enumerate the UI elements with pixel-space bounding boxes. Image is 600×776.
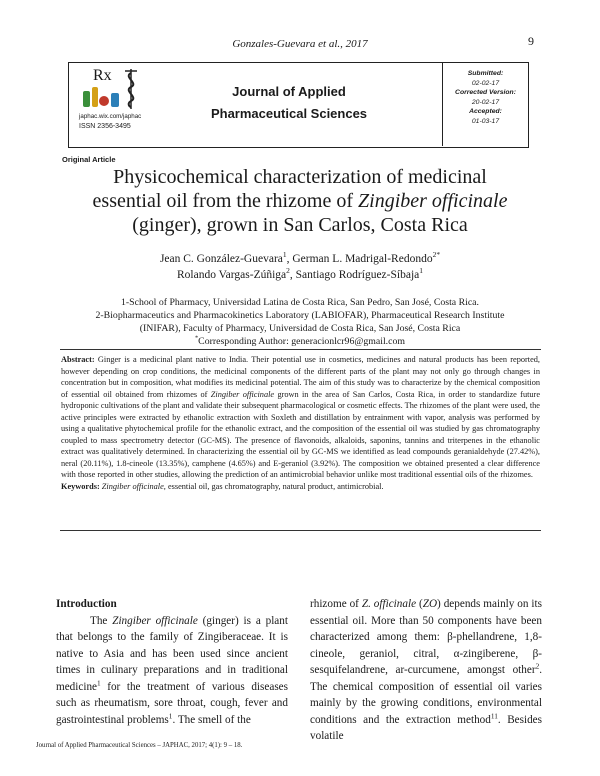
intro-paragraph-left — [56, 613, 288, 729]
accepted-label: Accepted: — [469, 108, 502, 116]
title-line3: (ginger), grown in San Carlos, Costa Rica — [132, 214, 468, 236]
bottle-green-icon — [83, 91, 90, 107]
intro-right-ref-1: 2 — [535, 662, 540, 671]
intro-left-pre: The — [90, 614, 113, 627]
author-2-sup: 2* — [432, 250, 441, 260]
pharmacy-logo-icon — [73, 65, 159, 113]
article-title — [60, 165, 540, 237]
abstract-text-1: Ginger is a medicinal plant native to India. Their potential use in cosmetics, medicines and natural products has been reported, however depending on crop conditions, the medicinal components of the different parts of the plant may not only go through changes in concentration but in composition, what modifies its medicinal potential. The aim of this study was to characterize by the chemical composition of essential oil obtained from rhizomes of — [61, 355, 540, 399]
submitted-label: Submitted: — [467, 70, 504, 77]
running-head: Gonzales-Guevara et al., 2017 — [232, 38, 368, 50]
journal-masthead — [68, 62, 529, 148]
author-4: , Santiago Rodríguez-Síbaja — [289, 269, 420, 281]
logo-url: japhac.wix.com/japhac — [79, 113, 142, 120]
dates-box — [442, 63, 528, 146]
intro-paragraph-right — [310, 596, 542, 745]
author-1-sup: 1 — [282, 250, 287, 260]
intro-column-right — [310, 596, 542, 745]
journal-name-line1: Journal of Applied — [232, 84, 346, 99]
journal-name — [169, 81, 409, 125]
intro-right-text-2: . The chemical composition of essential oil varies mainly by the growing conditions, environmental conditions and the extraction method — [310, 664, 542, 726]
intro-right-paren: ( — [416, 598, 423, 610]
intro-left-ref-2: 1 — [168, 711, 173, 720]
author-4-sup: 1 — [419, 266, 423, 276]
intro-left-text-1: (ginger) is a plant that belongs to the family of Zingiberaceae. It is native to Asia and has been used since ancient times in culinary preparations and in traditional medicine — [56, 614, 288, 693]
rx-logo-text: Rx — [93, 67, 112, 84]
abstract-text-2: grown in the area of San Carlos, Costa Rica, in order to standardize future hydroponic cultivations of the plant and validate their subsequent pharmacological or cosmetic effects. The rhizomes of the plant were used, the active principles were extracted by ethanolic extraction with Soxleth and distillation by entrainment with vapor, analysis was performed by using a qualitative phytochemical profile for the ethanolic extract, and the composition of the essential oil was studied by gas chromatography coupled to mass spectrometry detector (GC-MS). The presence of flavonoids, alkaloids, saponins, tannins and triterpenes in the ethanolic extract was qualitatively determined. In characterizing the essential oil by GC-MS we identified as lead compounds geranialdehyde (27.42%), neral (20.11%), 1.8-cineole (13.35%), camphene (4.65%) and E-geraniol (3.92%). The composition we obtained presented a clear difference with those reported in other studies, allowing the prediction of an antimicrobial behavior unlike most traditional essential oils of the rhizomes. — [61, 389, 540, 479]
title-line1: Physicochemical characterization of medicinal — [113, 166, 487, 188]
keywords-text: , essential oil, gas chromatography, natural product, antimicrobial. — [163, 481, 384, 491]
abstract-species: Zingiber officinale — [210, 389, 275, 399]
intro-right-text-1: ) depends mainly on its essential oil. More than 50 components have been characterized among them: β-phellandrene, 1,8-cineole, geraniol, citral, α-zingiberene, β-sesquifelandrene, ar-curcumene, amongst other — [310, 598, 542, 676]
affiliation-1: 1-School of Pharmacy, Universidad Latina de Costa Rica, San Pedro, San José, Costa Rica. — [121, 297, 479, 308]
bottle-yellow-icon — [92, 87, 98, 107]
author-3: Rolando Vargas-Zúñiga — [177, 269, 287, 281]
abstract — [60, 349, 541, 531]
corrected-label: Corrected Version: — [455, 89, 516, 97]
bottle-blue-icon — [111, 93, 119, 107]
intro-right-abbrev: ZO — [422, 598, 438, 610]
intro-right-species: Z. officinale — [361, 598, 417, 610]
intro-right-pre: rhizome of — [310, 598, 362, 610]
page-number: 9 — [528, 34, 534, 48]
title-species: Zingiber officinale — [358, 190, 508, 212]
keywords-species: Zingiber officinale — [101, 481, 164, 491]
submitted-value: 02-02-17 — [471, 79, 500, 87]
keywords-label: Keywords: — [61, 481, 100, 491]
abstract-label: Abstract: — [61, 355, 95, 364]
corresponding-text: Corresponding Author: generacionlcr96@gmail.com — [198, 336, 405, 347]
abstract-body — [61, 354, 540, 481]
intro-left-ref-1: 1 — [97, 678, 101, 687]
article-type: Original Article — [62, 155, 116, 164]
intro-right-text-3: . Besides volatile — [310, 713, 542, 742]
accepted-value: 01-03-17 — [471, 117, 500, 125]
intro-left-text-2: for the treatment of various diseases such as rheumatism, sore throat, cough, fever and gastrointestinal problems — [56, 680, 288, 726]
author-3-sup: 2 — [286, 266, 290, 276]
authors — [60, 251, 540, 283]
journal-logo — [73, 65, 159, 143]
journal-name-line2: Pharmaceutical Sciences — [210, 106, 368, 121]
intro-left-text-3: . The smell of the — [172, 713, 251, 726]
intro-left-species: Zingiber officinale — [112, 614, 198, 627]
intro-heading: Introduction — [56, 598, 117, 610]
author-1: Jean C. González-Guevara — [159, 253, 283, 265]
pill-red-icon — [99, 96, 109, 106]
corresponding-author — [60, 335, 540, 348]
title-line2 — [60, 189, 540, 213]
authors-line1 — [60, 251, 540, 267]
keywords — [61, 481, 540, 493]
logo-issn: ISSN 2356-3495 — [79, 123, 131, 130]
corrected-value: 20-02-17 — [471, 98, 500, 106]
intro-right-ref-2: 11 — [490, 711, 498, 720]
authors-line2 — [60, 267, 540, 283]
affiliation-2: 2-Biopharmaceutics and Pharmacokinetics Laboratory (LABIOFAR), Pharmaceutical Research Institute — [95, 310, 505, 321]
title-line2-text: essential oil from the rhizome of — [92, 190, 359, 212]
affiliation-2-cont: (INIFAR), Faculty of Pharmacy, Universidad de Costa Rica, San José, Costa Rica — [139, 323, 461, 334]
corresponding-mark: * — [194, 334, 199, 342]
author-2: , German L. Madrigal-Redondo — [286, 253, 433, 265]
page-footer: Journal of Applied Pharmaceutical Sciences – JAPHAC, 2017; 4(1): 9 – 18. — [36, 742, 243, 749]
affiliations — [60, 296, 540, 348]
intro-column-left — [56, 596, 288, 728]
